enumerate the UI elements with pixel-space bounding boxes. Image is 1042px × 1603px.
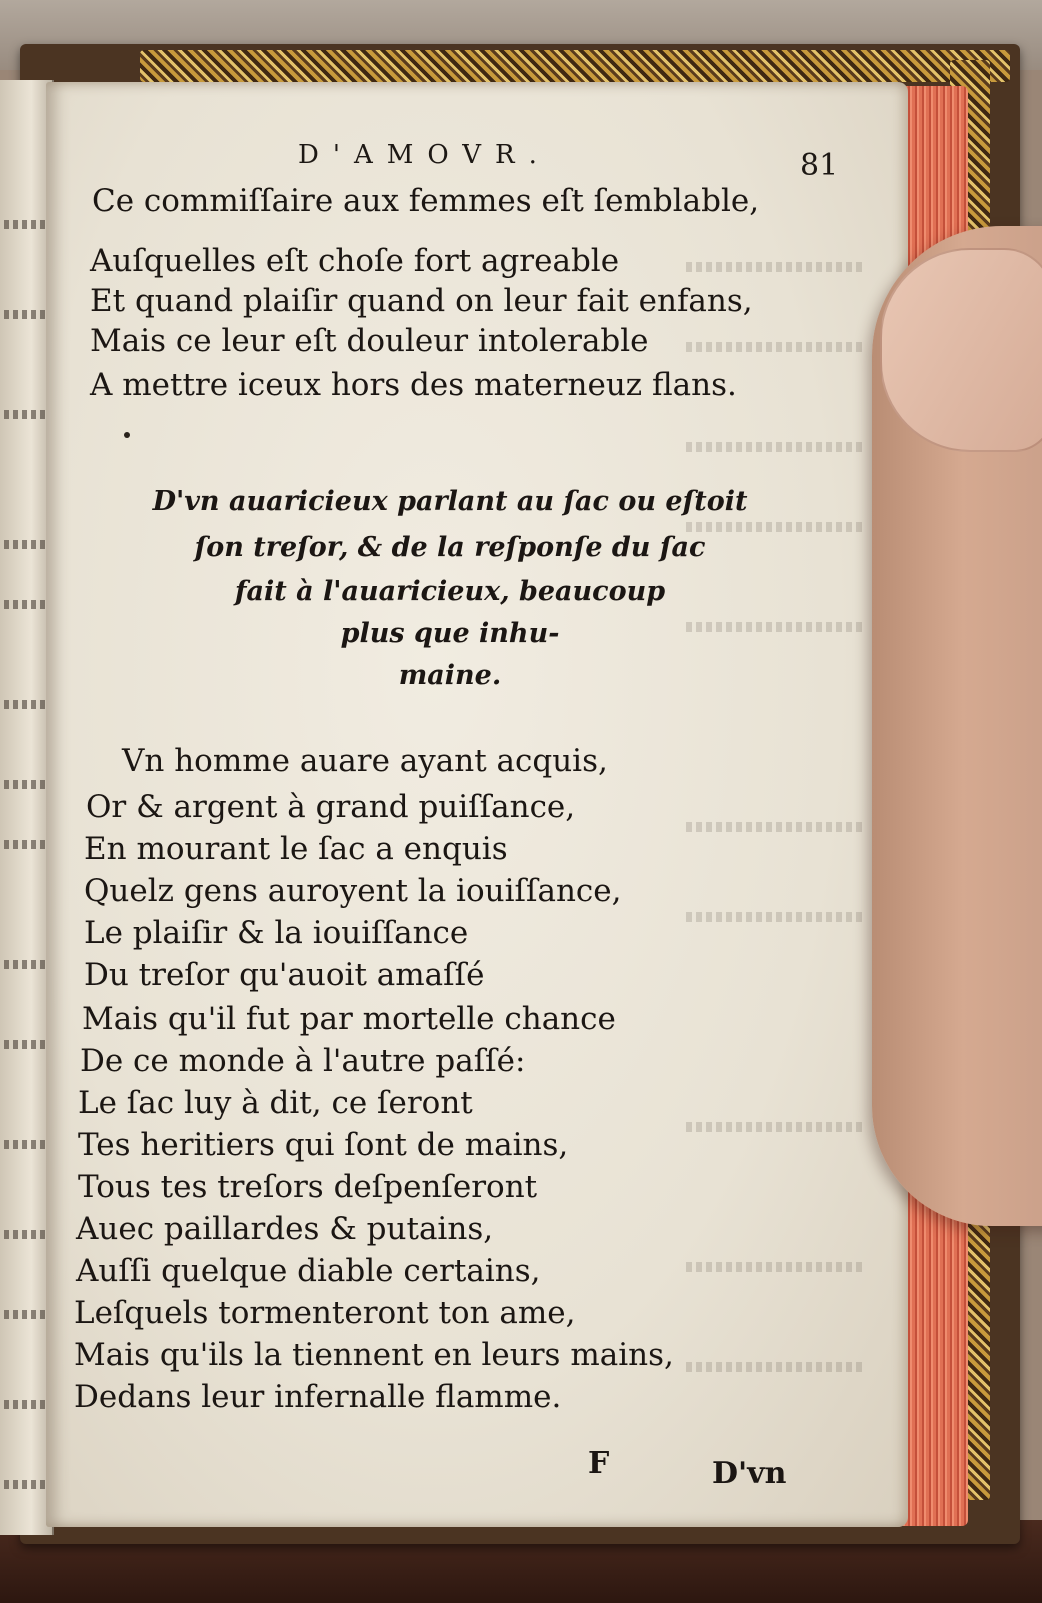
verse-line: Mais ce leur eſt douleur intolerable — [90, 323, 649, 359]
poem-title-line: D'vn auaricieux parlant au ſac ou eſtoit — [152, 486, 748, 517]
poem-title-line: fait à l'auaricieux, beaucoup — [234, 576, 666, 607]
ink-speck — [124, 432, 130, 438]
verse-line: Or & argent à grand puiſſance, — [86, 789, 576, 825]
verse-line: Leſquels tormenteront ton ame, — [74, 1295, 576, 1331]
verse-line: Dedans leur infernalle flamme. — [74, 1379, 562, 1415]
verse-line: Du treſor qu'auoit amaſſé — [84, 957, 485, 993]
catchword: D'vn — [712, 1456, 787, 1491]
verse-line: En mourant le ſac a enquis — [84, 831, 508, 867]
verse-line: A mettre iceux hors des materneuz flans. — [90, 367, 737, 403]
verse-line: Tous tes treſors deſpenſeront — [78, 1169, 538, 1205]
verse-line: Et quand plaiſir quand on leur fait enfans, — [90, 283, 753, 319]
verse-line: Auſſi quelque diable certains, — [76, 1253, 541, 1289]
verse-line: Le ſac luy à dit, ce ſeront — [78, 1085, 473, 1121]
signature-mark: F — [588, 1446, 610, 1481]
verse-line: Auſquelles eſt choſe fort agreable — [90, 243, 620, 279]
poem-title-line: ſon treſor, & de la reſponſe du ſac — [194, 532, 706, 563]
verse-line: Tes heritiers qui ſont de mains, — [78, 1127, 569, 1163]
verse-line: Vn homme auare ayant acquis, — [122, 743, 608, 779]
gilt-border-top — [140, 50, 1010, 82]
page-number: 81 — [800, 148, 839, 183]
verse-line: Ce commiſſaire aux femmes eſt ſemblable, — [92, 183, 760, 219]
verse-line: Auec paillardes & putains, — [76, 1211, 494, 1247]
running-head: D'AMOVR. — [298, 140, 551, 170]
verse-line: Mais qu'ils la tiennent en leurs mains, — [74, 1337, 674, 1373]
thumbnail — [880, 248, 1042, 452]
verse-line: Mais qu'il fut par mortelle chance — [82, 1001, 616, 1037]
poem-title-line: maine. — [398, 660, 502, 691]
poem-title-line: plus que inhu- — [340, 618, 560, 649]
verse-line: Quelz gens auroyent la iouiſſance, — [84, 873, 622, 909]
verse-line: De ce monde à l'autre paſſé: — [80, 1043, 526, 1079]
verse-line: Le plaiſir & la iouiſſance — [84, 915, 469, 951]
